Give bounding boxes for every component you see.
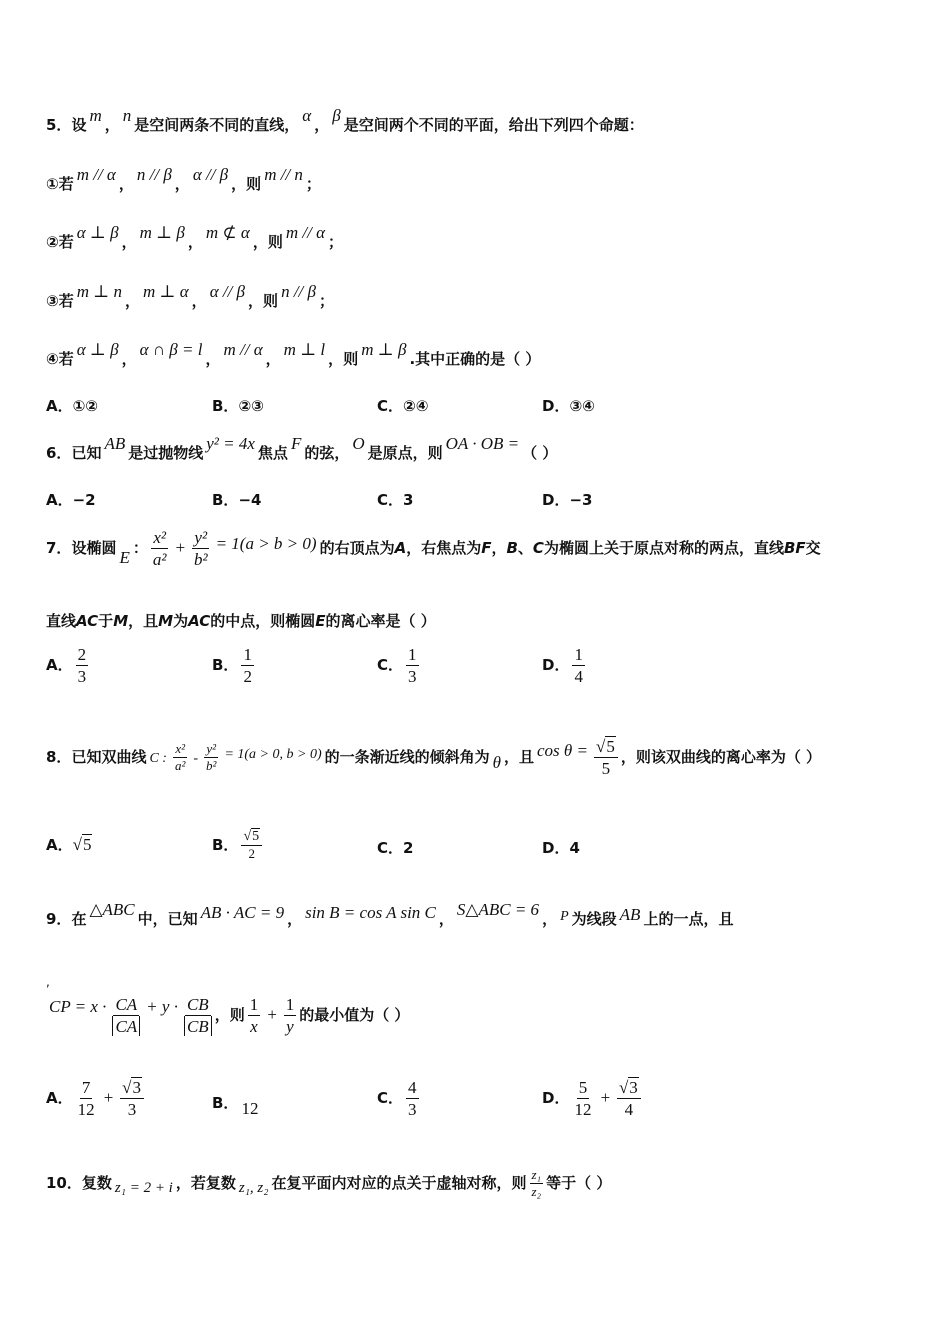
q5-math-n: n	[122, 106, 132, 125]
q5-option-d[interactable]	[542, 396, 595, 416]
q8-text: 已知双曲线	[71, 748, 147, 766]
option-value: −3	[569, 491, 593, 509]
option-value: −2	[72, 491, 96, 509]
q10-text: ，若复数	[175, 1174, 236, 1192]
q7-text: 的右顶点为	[319, 539, 395, 557]
frac-num: 4	[408, 1078, 417, 1097]
option-key: A．	[46, 836, 73, 854]
option-key: D．	[542, 839, 570, 857]
q6-stem	[46, 434, 558, 463]
prop-math: n // β	[136, 165, 172, 184]
prop-then: 则	[267, 233, 283, 251]
q9-math: AB	[619, 905, 641, 924]
q9-text: ，则	[214, 1006, 245, 1024]
q9-text: 在	[71, 910, 87, 928]
q10-math: z₁ = 2 + i	[114, 1180, 173, 1196]
prop-label: ④若	[46, 350, 74, 368]
q5-sep: ，	[104, 116, 120, 134]
q8-math: cos θ =	[537, 741, 588, 760]
q9-one-over-x	[248, 995, 261, 1036]
q9-sep: ，	[542, 910, 558, 928]
q8-text: 的一条渐近线的倾斜角为	[324, 748, 490, 766]
q8-math: -	[193, 751, 199, 766]
prop-math: m ⊥ n	[76, 282, 122, 301]
option-value: 3	[403, 491, 414, 509]
radicand: 5	[252, 829, 260, 844]
q7-text: 、	[517, 539, 533, 557]
q6-option-c[interactable]	[377, 490, 413, 510]
frac-den: b²	[206, 758, 217, 773]
option-key: A．	[46, 656, 73, 674]
q5-text: 设	[71, 116, 87, 134]
option-plus: +	[102, 1088, 115, 1107]
frac-den: 3	[408, 1100, 417, 1119]
option-fraction	[406, 645, 419, 686]
q5-proposition-1: ①若 m // α ， n // β ， α // β ，则 m // n ；	[46, 165, 321, 193]
q5-math-m: m	[89, 106, 102, 125]
prop-label: ③若	[46, 292, 74, 310]
q6-option-a[interactable]	[46, 490, 96, 510]
option-fraction	[572, 1078, 593, 1119]
q8-math: C :	[149, 751, 167, 766]
option-fraction	[241, 645, 254, 686]
q7-text: ，右焦点为	[406, 539, 482, 557]
frac-num: √3	[120, 1078, 144, 1099]
frac-den: 3	[408, 667, 417, 686]
q7-var: C	[532, 539, 544, 557]
q5-option-b[interactable]	[212, 396, 264, 416]
q6-text: （ ）	[522, 444, 558, 462]
q5-stem	[46, 106, 644, 135]
frac-num: 5	[578, 1078, 588, 1097]
q7-text: 于	[98, 612, 114, 630]
frac-den: CA	[112, 1016, 140, 1036]
q7-math: E	[119, 548, 130, 567]
option-key: D．	[542, 491, 570, 509]
q5-option-a[interactable]	[46, 396, 98, 416]
prop-label: ①若	[46, 175, 74, 193]
prop-math: m // α	[285, 223, 325, 242]
q8-fraction-x	[173, 742, 187, 773]
frac-den: 3	[127, 1100, 137, 1119]
q8-fraction-y	[204, 742, 218, 773]
frac-den: 3	[77, 667, 87, 686]
frac-den: a²	[152, 550, 167, 569]
prop-math: m ⊥ l	[283, 340, 326, 359]
q9-math: AB · AC = 9	[200, 903, 285, 922]
q7-var: AC	[76, 612, 99, 630]
frac-den: 2	[243, 667, 252, 686]
option-key: B．	[212, 397, 239, 415]
q5-text: 是空间两个不同的平面，给出下列四个命题：	[343, 116, 644, 134]
stray-mark: ,	[46, 975, 50, 989]
q5-proposition-4: ④若 α ⊥ β ， α ∩ β = l ， m // α ， m ⊥ l ，则 m ⊥ β .其中正确的是（ ）	[46, 340, 541, 368]
frac-den: y	[286, 1017, 294, 1036]
option-key: C．	[377, 1089, 404, 1107]
q7-text: ，	[491, 539, 507, 557]
q7-var: E	[315, 612, 326, 630]
q9-option-d[interactable]	[542, 1075, 644, 1121]
q6-text: 的弦，	[304, 444, 350, 462]
q6-text: 已知	[71, 444, 102, 462]
q7-var: B	[506, 539, 518, 557]
frac-num: CA	[115, 995, 138, 1014]
q7-var: BF	[783, 539, 806, 557]
frac-num: 2	[77, 645, 87, 664]
q9-text: 的最小值为（ ）	[299, 1006, 410, 1024]
q8-math: = 1(a > 0, b > 0)	[224, 747, 322, 762]
q7-text: 的离心率是（ ）	[325, 612, 436, 630]
q10-stem	[46, 1160, 611, 1207]
q8-text: ，且	[503, 748, 534, 766]
option-fraction	[572, 645, 585, 686]
frac-num: z₁	[531, 1167, 542, 1182]
option-key: D．	[542, 397, 570, 415]
q10-math: z₁, z₂	[238, 1180, 269, 1196]
q9-text: 上的一点，且	[643, 910, 734, 928]
frac-den: 2	[248, 846, 256, 861]
frac-den: x	[250, 1017, 258, 1036]
option-key: C．	[377, 397, 404, 415]
q9-math: △ABC	[89, 900, 135, 919]
q7-var: M	[158, 612, 174, 630]
q5-proposition-2: ②若 α ⊥ β ， m ⊥ β ， m ⊄ α ，则 m // α ；	[46, 223, 344, 251]
q7-text: 直线	[46, 612, 77, 630]
q7-text: ：	[132, 539, 148, 557]
option-key: A．	[46, 1089, 73, 1107]
frac-num: √5	[241, 830, 262, 846]
frac-den: 5	[601, 759, 611, 778]
q7-math: +	[174, 538, 186, 557]
frac-num: √5	[594, 737, 618, 758]
q8-option-c[interactable]	[377, 838, 413, 858]
q8-cos-fraction	[594, 737, 618, 778]
prop-math: α // β	[192, 165, 229, 184]
option-key: C．	[377, 491, 404, 509]
q8-text: ，则该双曲线的离心率为（ ）	[620, 748, 822, 766]
frac-num: y²	[194, 528, 208, 547]
prop-math: m ⊥ α	[142, 282, 189, 301]
frac-den: a²	[174, 758, 186, 773]
prop-math: m ⊄ α	[205, 223, 250, 242]
prop-math: m // n	[264, 165, 303, 184]
q6-math: O	[352, 434, 365, 453]
option-plus: +	[599, 1088, 611, 1107]
q10-text: 在复平面内对应的点关于虚轴对称，则	[271, 1174, 527, 1192]
option-key: B．	[212, 491, 239, 509]
prop-end: .其中正确的是（ ）	[409, 350, 541, 368]
prop-end: ；	[328, 233, 344, 251]
q5-option-c[interactable]	[377, 396, 428, 416]
option-fraction	[241, 830, 262, 861]
q5-math-beta: β	[332, 106, 341, 125]
option-fraction	[406, 1078, 419, 1119]
q6-math: AB	[104, 434, 126, 453]
option-key: B．	[212, 656, 239, 674]
q7-number: 7．	[46, 539, 72, 557]
q7-var: AC	[188, 612, 211, 630]
q9-sep: ，	[438, 910, 454, 928]
option-fraction	[76, 645, 89, 686]
option-value: 2	[403, 839, 414, 857]
q9-text: 中，已知	[137, 910, 198, 928]
q6-math: y² = 4x	[206, 434, 255, 453]
q9-math: + y ·	[146, 997, 178, 1016]
q7-text: 为椭圆上关于原点对称的两点，直线	[543, 539, 784, 557]
option-key: A．	[46, 397, 73, 415]
option-value: 4	[569, 839, 580, 857]
frac-num: x²	[153, 528, 166, 547]
frac-den: 4	[574, 667, 583, 686]
q9-text: 为线段	[571, 910, 617, 928]
frac-num: 1	[249, 995, 259, 1014]
q7-fraction-y	[192, 528, 210, 569]
frac-num: y²	[206, 741, 217, 756]
q8-math: θ	[492, 753, 501, 772]
q7-text: 设椭圆	[71, 539, 117, 557]
q8-option-a[interactable]	[46, 835, 92, 855]
q7-text: ，且	[128, 612, 159, 630]
q10-fraction	[530, 1168, 544, 1199]
q5-proposition-3: ③若 m ⊥ n ， m ⊥ α ， α // β ，则 n // β ；	[46, 282, 334, 310]
q6-math: F	[290, 434, 302, 453]
option-key: C．	[377, 656, 404, 674]
q7-fraction-x	[151, 528, 169, 569]
q9-math: CP = x ·	[49, 997, 107, 1016]
frac-den: b²	[193, 550, 208, 569]
q9-math: +	[266, 1005, 278, 1024]
q9-one-over-y	[284, 995, 297, 1036]
q7-stem	[46, 528, 821, 569]
prop-then: 则	[246, 175, 262, 193]
frac-den: CB	[184, 1016, 212, 1036]
radicand: 5	[82, 835, 92, 854]
q6-text: 焦点	[257, 444, 288, 462]
frac-num: x²	[175, 741, 185, 756]
option-key: D．	[542, 656, 570, 674]
q9-sep: ，	[287, 910, 303, 928]
q7-option-d[interactable]	[542, 645, 588, 686]
q8-option-b[interactable]	[212, 815, 265, 875]
q7-option-b[interactable]	[212, 645, 257, 686]
q6-text: 是原点，则	[367, 444, 443, 462]
q7-stem-line2	[46, 611, 436, 631]
prop-math: m // α	[223, 340, 263, 359]
option-key: D．	[542, 1089, 570, 1107]
q5-math-alpha: α	[302, 106, 312, 125]
q9-option-b[interactable]	[212, 1093, 261, 1118]
prop-math: α ⊥ β	[76, 340, 119, 359]
q7-text: 交	[805, 539, 821, 557]
frac-num: 7	[81, 1078, 91, 1097]
q5-number: 5．	[46, 116, 72, 134]
q9-math: sin B = cos A sin C	[305, 903, 436, 922]
frac-den: 12	[77, 1100, 95, 1119]
q9-ca-unit	[112, 995, 140, 1036]
prop-end: ；	[318, 292, 334, 310]
q6-number: 6．	[46, 444, 72, 462]
q9-cb-unit	[184, 995, 212, 1036]
q7-var: A	[394, 539, 407, 557]
prop-math: α // β	[209, 282, 246, 301]
q7-var: M	[113, 612, 129, 630]
q8-number: 8．	[46, 748, 72, 766]
prop-label: ②若	[46, 233, 74, 251]
q6-text: 是过抛物线	[128, 444, 204, 462]
radicand: 3	[132, 1078, 141, 1097]
q6-math: OA · OB =	[445, 434, 520, 453]
option-key: B．	[212, 1094, 239, 1112]
option-sqrt: √5	[72, 835, 92, 854]
option-value: ②④	[403, 397, 429, 415]
option-fraction	[76, 1078, 97, 1119]
q10-number: 10．	[46, 1174, 82, 1192]
q9-number: 9．	[46, 910, 72, 928]
option-fraction	[617, 1078, 641, 1119]
prop-then: 则	[343, 350, 359, 368]
q5-text: 是空间两条不同的直线，	[134, 116, 300, 134]
q5-sep: ，	[314, 116, 330, 134]
frac-den: z₂	[531, 1184, 542, 1199]
frac-num: 1	[408, 645, 417, 664]
radicand: 3	[629, 1078, 638, 1097]
q8-stem	[46, 737, 821, 779]
frac-num: CB	[186, 995, 209, 1014]
option-key: C．	[377, 839, 404, 857]
q9-option-a[interactable]	[46, 1075, 147, 1121]
q7-text: 为	[173, 612, 189, 630]
q7-math: = 1(a > b > 0)	[215, 534, 317, 553]
prop-math: α ∩ β = l	[139, 340, 203, 359]
frac-den: 12	[574, 1100, 592, 1119]
q10-text: 复数	[81, 1174, 112, 1192]
option-value: ③④	[569, 397, 595, 415]
q9-stem-line2	[46, 990, 409, 1040]
option-value: ②③	[238, 397, 264, 415]
frac-den: 4	[624, 1100, 634, 1119]
prop-math: α ⊥ β	[76, 223, 119, 242]
prop-math: m // α	[76, 165, 116, 184]
option-key: B．	[212, 836, 239, 854]
q7-option-c[interactable]	[377, 645, 422, 686]
frac-num: 1	[243, 645, 252, 664]
option-fraction	[120, 1078, 144, 1119]
option-value: ①②	[72, 397, 99, 415]
q7-var: F	[481, 539, 492, 557]
radicand: 5	[606, 737, 615, 756]
q10-text: 等于（ ）	[546, 1174, 612, 1192]
prop-math: m ⊥ β	[361, 340, 407, 359]
q8-option-d[interactable]	[542, 838, 580, 858]
frac-num: 1	[574, 645, 583, 664]
q9-option-c[interactable]	[377, 1075, 422, 1121]
q9-math: S△ABC = 6	[456, 900, 540, 919]
option-value: 12	[241, 1099, 259, 1118]
option-value: −4	[238, 491, 262, 509]
q9-stem	[46, 900, 734, 931]
prop-math: m ⊥ β	[139, 223, 185, 242]
q9-math: P	[560, 909, 569, 924]
q7-option-a[interactable]	[46, 645, 91, 686]
prop-then: 则	[263, 292, 279, 310]
q6-option-d[interactable]	[542, 490, 592, 510]
q6-option-b[interactable]	[212, 490, 261, 510]
frac-num: 1	[285, 995, 295, 1014]
option-key: A．	[46, 491, 73, 509]
q7-text: 的中点，则椭圆	[210, 612, 316, 630]
prop-end: ；	[305, 175, 321, 193]
frac-num: √3	[617, 1078, 641, 1099]
prop-math: n // β	[281, 282, 316, 301]
